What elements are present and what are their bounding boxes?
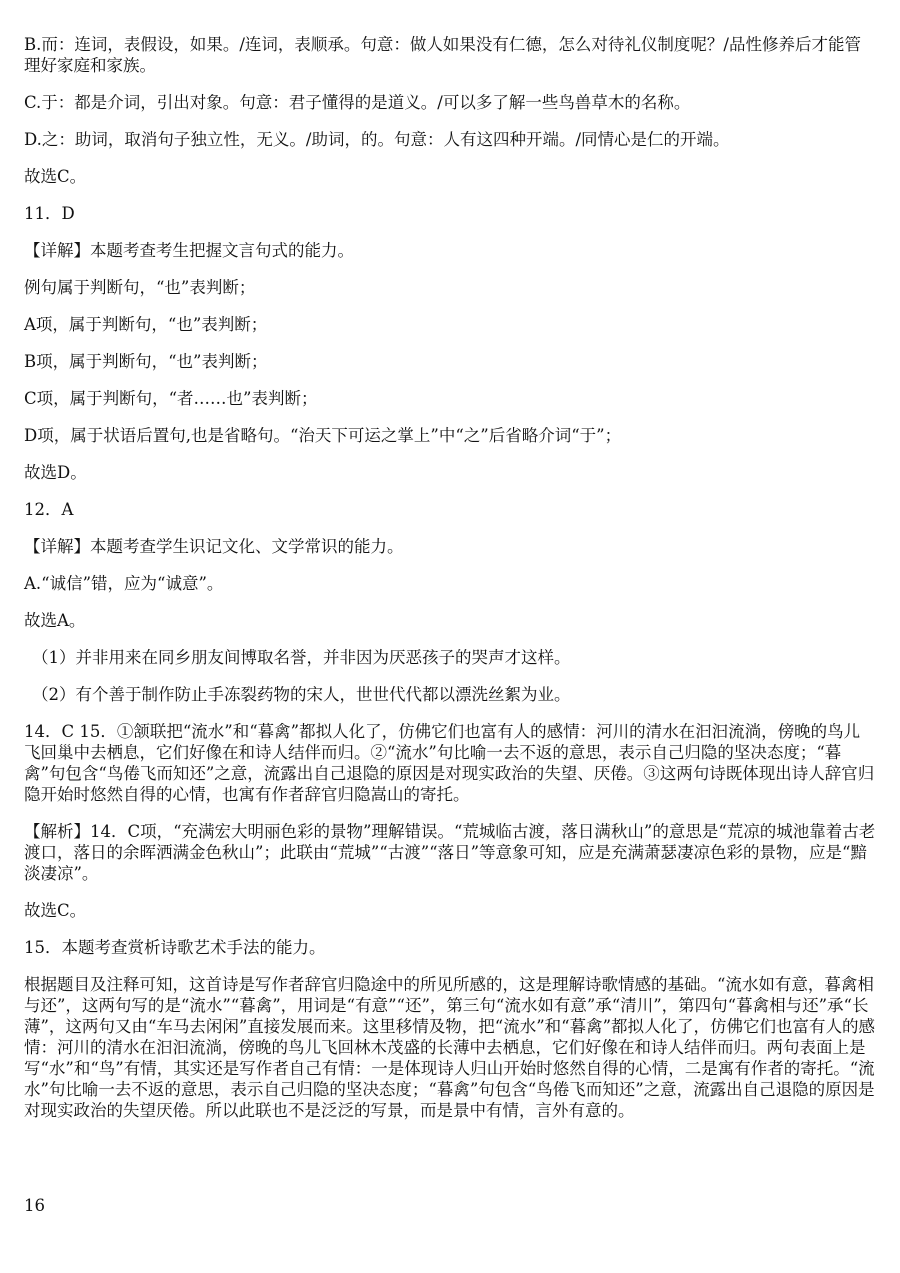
q12-detail: 【详解】本题考查学生识记文化、文学常识的能力。 [24,537,404,556]
answer-10: 故选C。 [24,167,87,186]
para-c: C.于：都是介词，引出对象。句意：君子懂得的是道义。/可以多了解一些鸟兽草木的名称。 [24,93,691,112]
q15-analysis: 根据题目及注释可知，这首诗是写作者辞官归隐途中的所见所感的，这是理解诗歌情感的基础。“流水如有意，暮禽相与还”，这两句写的是“流水”“暮禽”，用词是“有意”“还”，第三句“流水如有意”承“清川”，第四句“暮禽相与还”承“长薄”，这两句又由“车马去闲闲”直接发展而来。这里移情及物，把“流水”和“暮禽”都拟人化了，仿佛它们也富有人的感情：河川的清水在汩汩流淌，傍晚的鸟儿飞回林木茂盛的长薄中去栖息，它们好像在和诗人结伴而归。两句表面上是写“水”和“鸟”有情，其实还是写作者自己有情：一是体现诗人归山开始时悠然自得的心情，二是寓有作者的寄托。“流水”句比喻一去不返的意思，表示自己归隐的坚决态度；“暮禽”句包含“鸟倦飞而知还”之意，流露出自己退隐的原因是对现实政治的失望厌倦。所以此联也不是泛泛的写景，而是景中有情，言外有意的。 [24,975,876,1120]
q11-option-a: A项，属于判断句，“也”表判断； [24,315,268,334]
translation-1: （1）并非用来在同乡朋友间博取名誉，并非因为厌恶孩子的哭声才这样。 [32,648,571,667]
q14-analysis: 【解析】14．C项，“充满宏大明丽色彩的景物”理解错误。“荒城临古渡，落日满秋山”的意思是“荒凉的城池靠着古老渡口，落日的余晖洒满金色秋山”；此联由“荒城”“古渡”“落日”等意象可知，应是充满萧瑟凄凉色彩的景物，应是“黯淡凄凉”。 [24,822,876,883]
answer-12: 故选A。 [24,611,86,630]
page-number: 16 [24,1196,45,1215]
answer-14: 故选C。 [24,901,87,920]
para-d: D.之：助词，取消句子独立性，无义。/助词，的。句意：人有这四种开端。/同情心是仁的开端。 [24,130,730,149]
answer-11: 故选D。 [24,463,87,482]
question-12-answer: 12．A [24,500,74,519]
q11-option-c: C项，属于判断句，“者……也”表判断； [24,389,318,408]
para-b: B.而：连词，表假设，如果。/连词，表顺承。句意：做人如果没有仁德，怎么对待礼仪制度呢？/品性修养后才能管理好家庭和家族。 [24,35,861,75]
question-11-answer: 11．D [24,204,75,223]
q15-heading: 15．本题考查赏析诗歌艺术手法的能力。 [24,938,326,957]
document-body [24,34,876,1121]
q11-example: 例句属于判断句，“也”表判断； [24,278,256,297]
translation-2: （2）有个善于制作防止手冻裂药物的宋人，世世代代都以漂洗丝絮为业。 [32,685,571,704]
q11-detail: 【详解】本题考查考生把握文言句式的能力。 [24,241,354,260]
question-14-15-answer: 14．C 15．①颔联把“流水”和“暮禽”都拟人化了，仿佛它们也富有人的感情：河川的清水在汩汩流淌，傍晚的鸟儿飞回巢中去栖息，它们好像在和诗人结伴而归。②“流水”句比喻一去不返的意思，表示自己归隐的坚决态度；“暮禽”句包含“鸟倦飞而知还”之意，流露出自己退隐的原因是对现实政治的失望、厌倦。③这两句诗既体现出诗人辞官归隐开始时悠然自得的心情，也寓有作者辞官归隐嵩山的寄托。 [24,722,875,804]
q11-option-b: B项，属于判断句，“也”表判断； [24,352,268,371]
q12-option-a: A.“诚信”错，应为“诚意”。 [24,574,224,593]
q11-option-d: D项，属于状语后置句,也是省略句。“治天下可运之掌上”中“之”后省略介词“于”； [24,426,622,445]
